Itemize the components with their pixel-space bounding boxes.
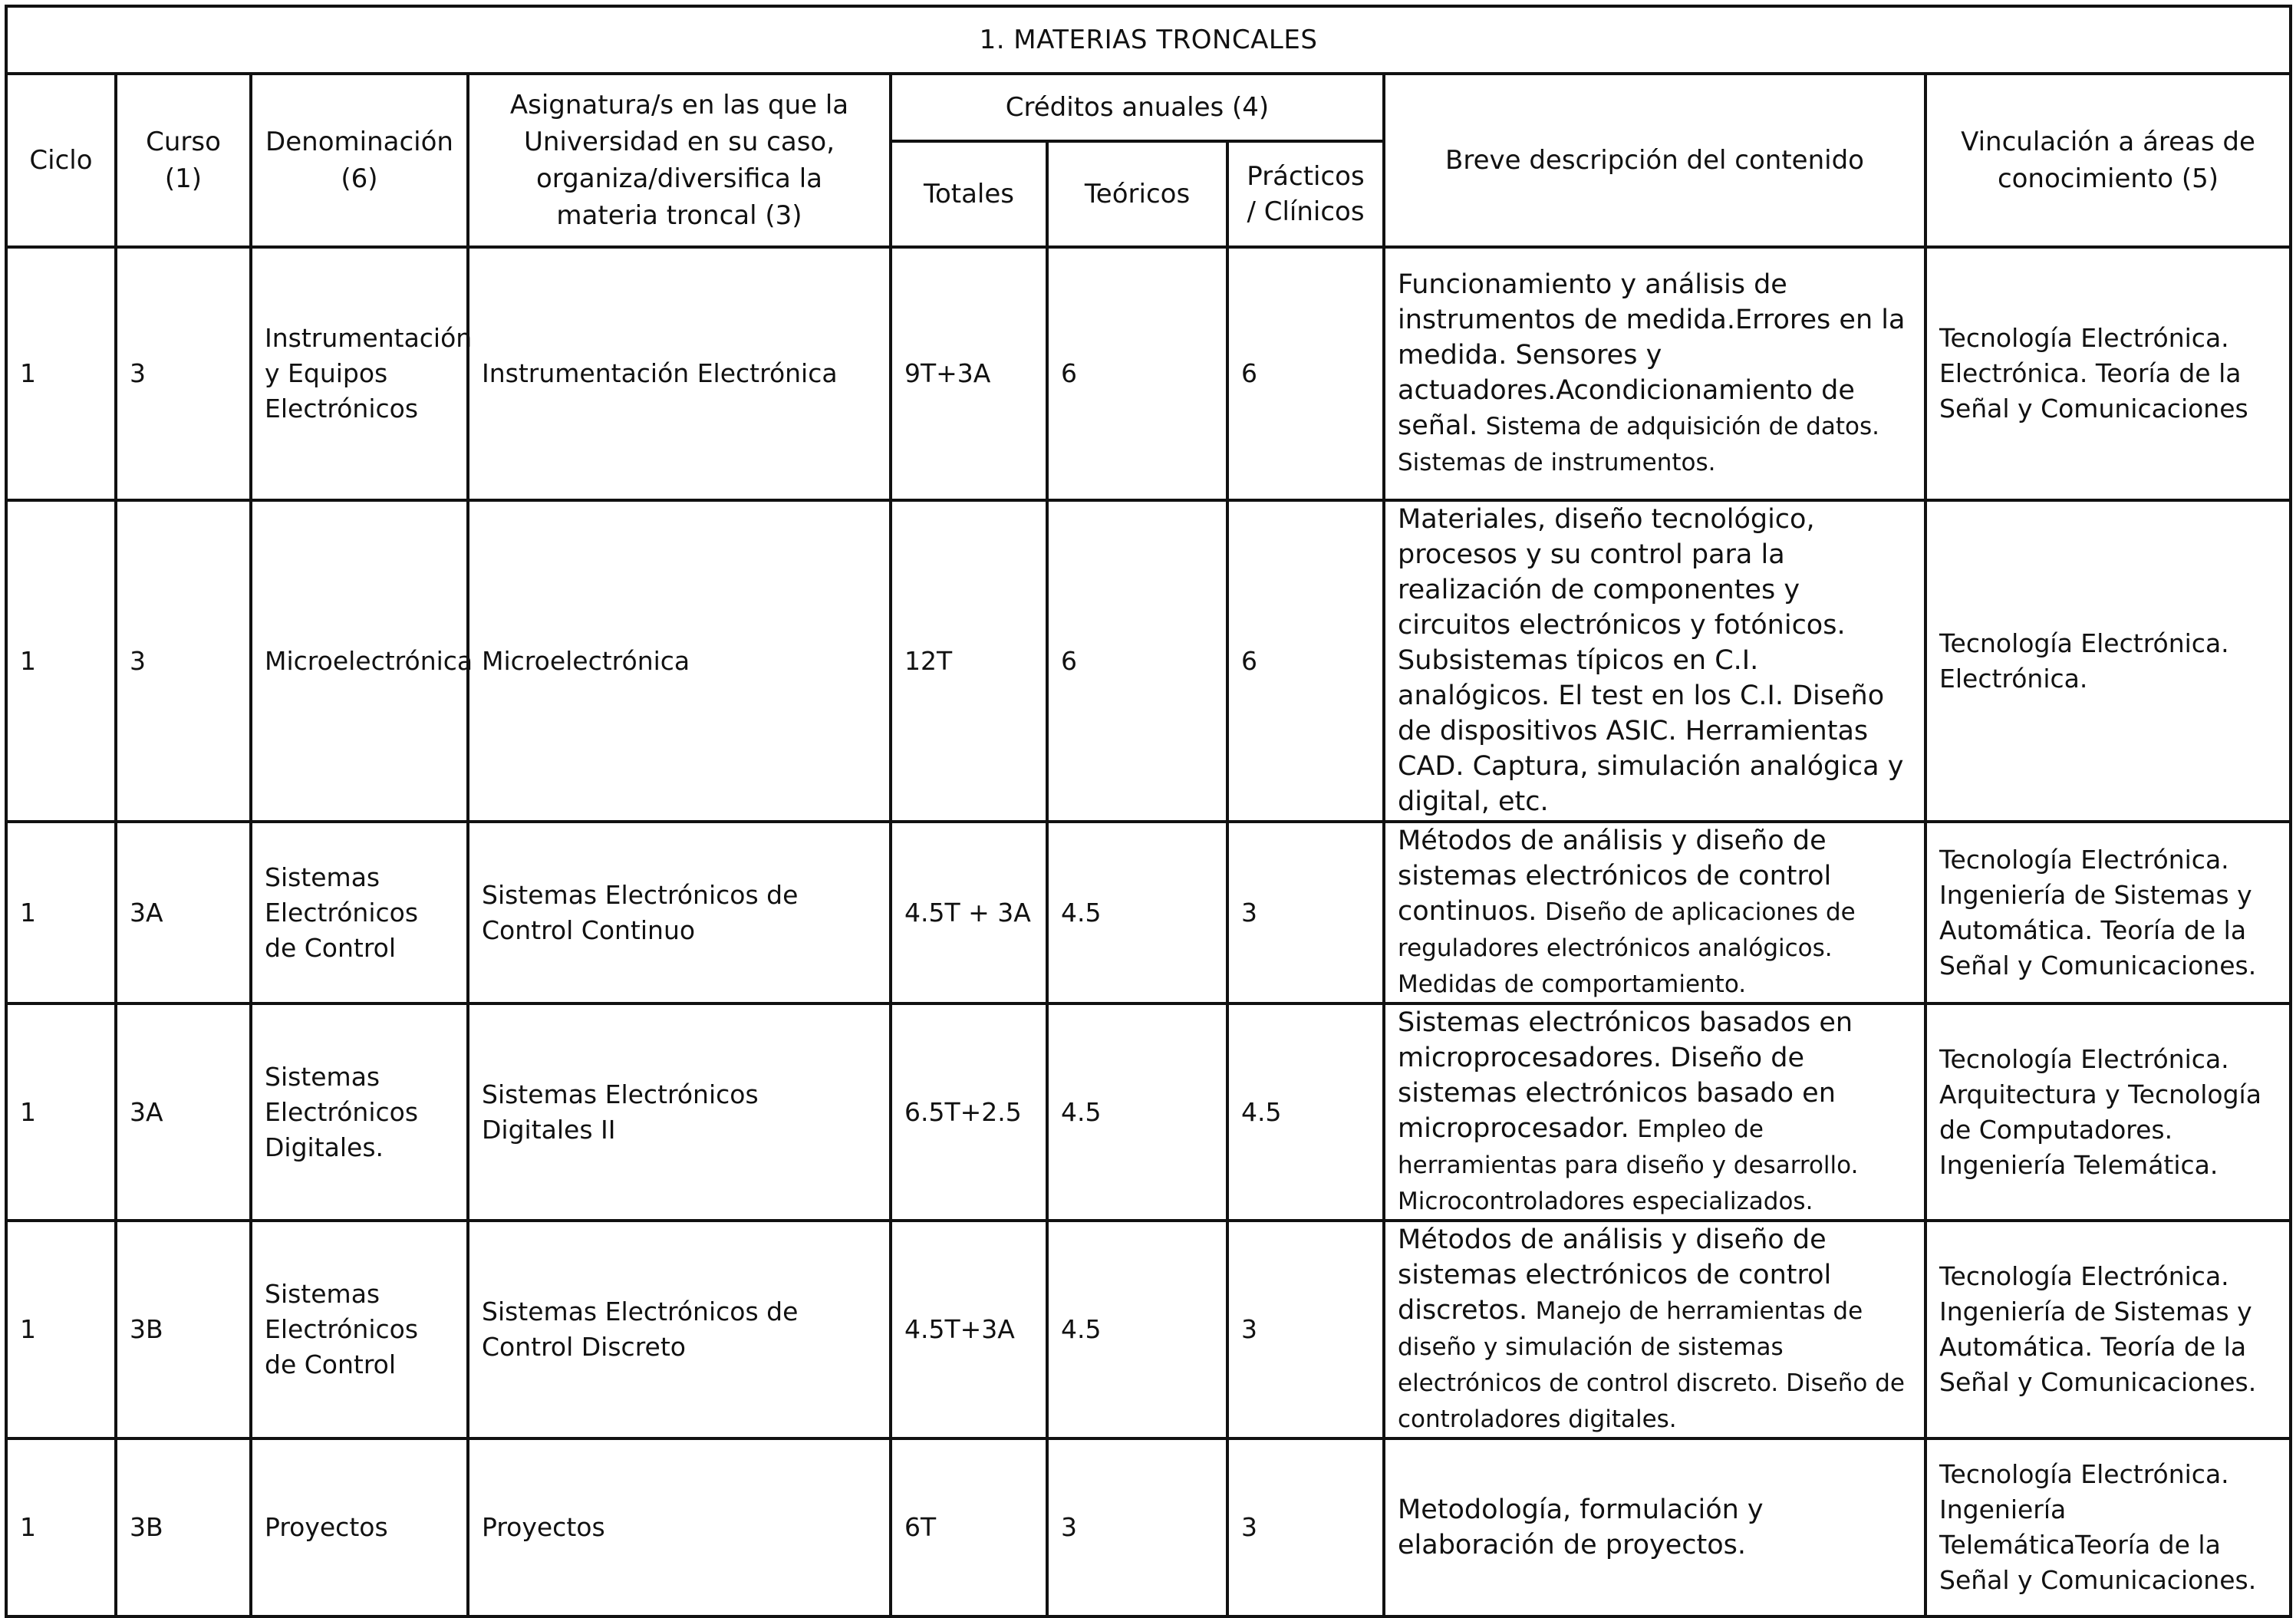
curso-cell: 3B <box>116 1438 251 1616</box>
asignatura-cell: Sistemas Electrónicos de Control Discreto <box>468 1221 891 1438</box>
denominacion-cell: Sistemas Electrónicos de Control <box>251 1221 468 1438</box>
practicos-cell: 3 <box>1227 1438 1384 1616</box>
curso-cell: 3A <box>116 822 251 1003</box>
ciclo-cell: 1 <box>6 1003 116 1221</box>
descripcion-detail: Sistema de adquisición de datos. Sistemas de instrumentos. <box>1398 413 1879 476</box>
totales-cell: 4.5T + 3A <box>891 822 1047 1003</box>
denominacion-cell: Sistemas Electrónicos Digitales. <box>251 1003 468 1221</box>
practicos-cell: 6 <box>1227 500 1384 822</box>
asignatura-cell: Instrumentación Electrónica <box>468 247 891 500</box>
materias-troncales-table <box>5 5 2292 1618</box>
denominacion-cell: Proyectos <box>251 1438 468 1616</box>
curso-cell: 3 <box>116 500 251 822</box>
ciclo-cell: 1 <box>6 1221 116 1438</box>
ciclo-cell: 1 <box>6 1438 116 1616</box>
header-totales: Totales <box>891 141 1047 247</box>
teoricos-cell: 4.5 <box>1047 1221 1227 1438</box>
descripcion-main: Métodos de análisis y diseño de sistemas electrónicos de control continuos. <box>1398 825 1832 927</box>
totales-cell: 12T <box>891 500 1047 822</box>
header-asignatura: Asignatura/s en las que la Universidad en su caso, organiza/diversifica la materia troncal (3) <box>468 74 891 247</box>
asignatura-cell: Proyectos <box>468 1438 891 1616</box>
vinculacion-cell: Tecnología Electrónica. Electrónica. Teoría de la Señal y Comunicaciones <box>1925 247 2291 500</box>
descripcion-main: Sistemas electrónicos basados en microprocesadores. Diseño de sistemas electrónicos basado en microprocesador. <box>1398 1007 1853 1144</box>
vinculacion-cell: Tecnología Electrónica. Electrónica. <box>1925 500 2291 822</box>
teoricos-cell: 4.5 <box>1047 1003 1227 1221</box>
descripcion-cell <box>1384 1003 1925 1221</box>
header-curso: Curso (1) <box>116 74 251 247</box>
ciclo-cell: 1 <box>6 500 116 822</box>
header-vinculacion: Vinculación a áreas de conocimiento (5) <box>1925 74 2291 247</box>
totales-cell: 4.5T+3A <box>891 1221 1047 1438</box>
totales-cell: 6.5T+2.5 <box>891 1003 1047 1221</box>
descripcion-main: Métodos de análisis y diseño de sistemas electrónicos de control discretos. <box>1398 1224 1832 1326</box>
header-denominacion: Denominación (6) <box>251 74 468 247</box>
teoricos-cell: 6 <box>1047 247 1227 500</box>
practicos-cell: 4.5 <box>1227 1003 1384 1221</box>
denominacion-cell: Microelectrónica <box>251 500 468 822</box>
teoricos-cell: 6 <box>1047 500 1227 822</box>
table-row <box>6 1221 2291 1438</box>
table-row <box>6 247 2291 500</box>
ciclo-cell: 1 <box>6 822 116 1003</box>
curso-cell: 3B <box>116 1221 251 1438</box>
vinculacion-cell: Tecnología Electrónica. Arquitectura y Tecnología de Computadores. Ingeniería Telemática. <box>1925 1003 2291 1221</box>
practicos-cell: 3 <box>1227 822 1384 1003</box>
asignatura-cell: Sistemas Electrónicos de Control Continuo <box>468 822 891 1003</box>
header-creditos: Créditos anuales (4) <box>891 74 1384 141</box>
ciclo-cell: 1 <box>6 247 116 500</box>
denominacion-cell: Sistemas Electrónicos de Control <box>251 822 468 1003</box>
denominacion-cell: Instrumentación y Equipos Electrónicos <box>251 247 468 500</box>
descripcion-main: Materiales, diseño tecnológico, procesos y su control para la realización de componentes y circuitos electrónicos y fotónicos. Subsistemas típicos en C.I. analógicos. El test en los C.I. Diseño de dispositivos ASIC. Herramientas CAD. Captura, simulación analógica y digital, etc. <box>1398 504 1904 817</box>
subjects-document <box>5 5 2289 1608</box>
asignatura-cell: Microelectrónica <box>468 500 891 822</box>
descripcion-main: Metodología, formulación y elaboración de proyectos. <box>1398 1494 1764 1560</box>
descripcion-detail: Manejo de herramientas de diseño y simulación de sistemas electrónicos de control discreto. Diseño de controladores digitales. <box>1398 1297 1906 1433</box>
table-row <box>6 822 2291 1003</box>
table-row <box>6 500 2291 822</box>
descripcion-detail: Empleo de herramientas para diseño y desarrollo. Microcontroladores especializados. <box>1398 1115 1859 1215</box>
totales-cell: 6T <box>891 1438 1047 1616</box>
teoricos-cell: 3 <box>1047 1438 1227 1616</box>
header-teoricos: Teóricos <box>1047 141 1227 247</box>
table-row <box>6 1438 2291 1616</box>
totales-cell: 9T+3A <box>891 247 1047 500</box>
descripcion-cell <box>1384 822 1925 1003</box>
table-title: 1. MATERIAS TRONCALES <box>6 6 2291 74</box>
vinculacion-cell: Tecnología Electrónica. Ingeniería TelemáticaTeoría de la Señal y Comunicaciones. <box>1925 1438 2291 1616</box>
descripcion-detail: Diseño de aplicaciones de reguladores electrónicos analógicos. Medidas de comportamiento. <box>1398 898 1856 998</box>
vinculacion-cell: Tecnología Electrónica. Ingeniería de Sistemas y Automática. Teoría de la Señal y Comunicaciones. <box>1925 822 2291 1003</box>
header-descripcion: Breve descripción del contenido <box>1384 74 1925 247</box>
vinculacion-cell: Tecnología Electrónica. Ingeniería de Sistemas y Automática. Teoría de la Señal y Comunicaciones. <box>1925 1221 2291 1438</box>
descripcion-cell <box>1384 1221 1925 1438</box>
descripcion-cell <box>1384 1438 1925 1616</box>
asignatura-cell: Sistemas Electrónicos Digitales II <box>468 1003 891 1221</box>
header-practicos: Prácticos / Clínicos <box>1227 141 1384 247</box>
header-ciclo: Ciclo <box>6 74 116 247</box>
teoricos-cell: 4.5 <box>1047 822 1227 1003</box>
descripcion-main: Funcionamiento y análisis de instrumentos de medida.Errores en la medida. Sensores y actuadores.Acondicionamiento de señal. <box>1398 269 1906 441</box>
practicos-cell: 6 <box>1227 247 1384 500</box>
curso-cell: 3 <box>116 247 251 500</box>
descripcion-cell <box>1384 500 1925 822</box>
curso-cell: 3A <box>116 1003 251 1221</box>
table-row <box>6 1003 2291 1221</box>
descripcion-cell <box>1384 247 1925 500</box>
practicos-cell: 3 <box>1227 1221 1384 1438</box>
